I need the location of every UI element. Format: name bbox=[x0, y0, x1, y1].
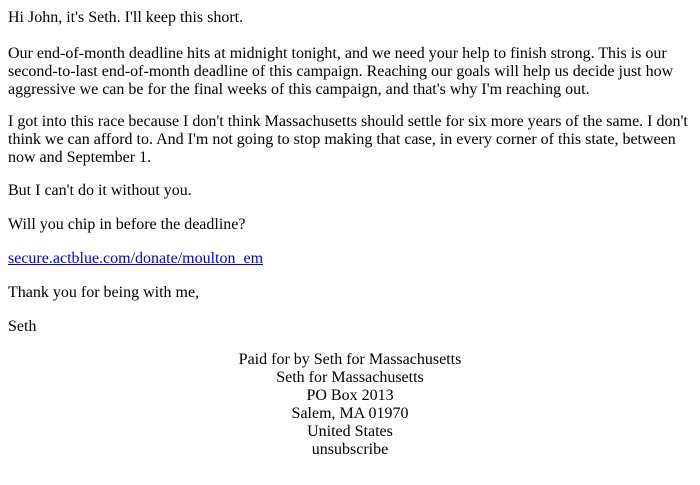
signature-text: Seth bbox=[8, 318, 37, 335]
paragraph-race bbox=[8, 113, 688, 167]
paragraph-chip-in: Will you chip in before the deadline? bbox=[8, 216, 246, 233]
thanks-text: Thank you for being with me, bbox=[8, 284, 200, 301]
paragraph-need-you: But I can't do it without you. bbox=[8, 182, 192, 199]
paragraph-line: Our end-of-month deadline hits at midnight tonight, and we need your help to finish strong. This is our bbox=[8, 45, 667, 62]
paid-for-text: Paid for by Seth for Massachusetts bbox=[238, 351, 462, 368]
country-text: United States bbox=[307, 423, 393, 440]
paragraph-line: aggressive we can be for the final weeks of this campaign, and that's why I'm reaching out. bbox=[8, 81, 590, 98]
donate-link[interactable]: secure.actblue.com/donate/moulton_em bbox=[8, 250, 264, 267]
greeting-text: Hi John, it's Seth. I'll keep this short. bbox=[8, 9, 244, 26]
paragraph-line: think we can afford to. And I'm not going to stop making that case, in every corner of this state, between bbox=[8, 131, 676, 148]
org-name-text: Seth for Massachusetts bbox=[276, 369, 424, 386]
po-box-text: PO Box 2013 bbox=[306, 387, 394, 404]
email-footer bbox=[0, 351, 700, 459]
paragraph-line: I got into this race because I don't think Massachusetts should settle for six more years of the same. I don't bbox=[8, 113, 688, 130]
paragraph-deadline bbox=[8, 45, 673, 99]
unsubscribe-link[interactable]: unsubscribe bbox=[311, 441, 389, 458]
city-text: Salem, MA 01970 bbox=[291, 405, 409, 422]
paragraph-line: second-to-last end-of-month deadline of this campaign. Reaching our goals will help us decide just how bbox=[8, 63, 674, 80]
paragraph-line: now and September 1. bbox=[8, 149, 152, 166]
